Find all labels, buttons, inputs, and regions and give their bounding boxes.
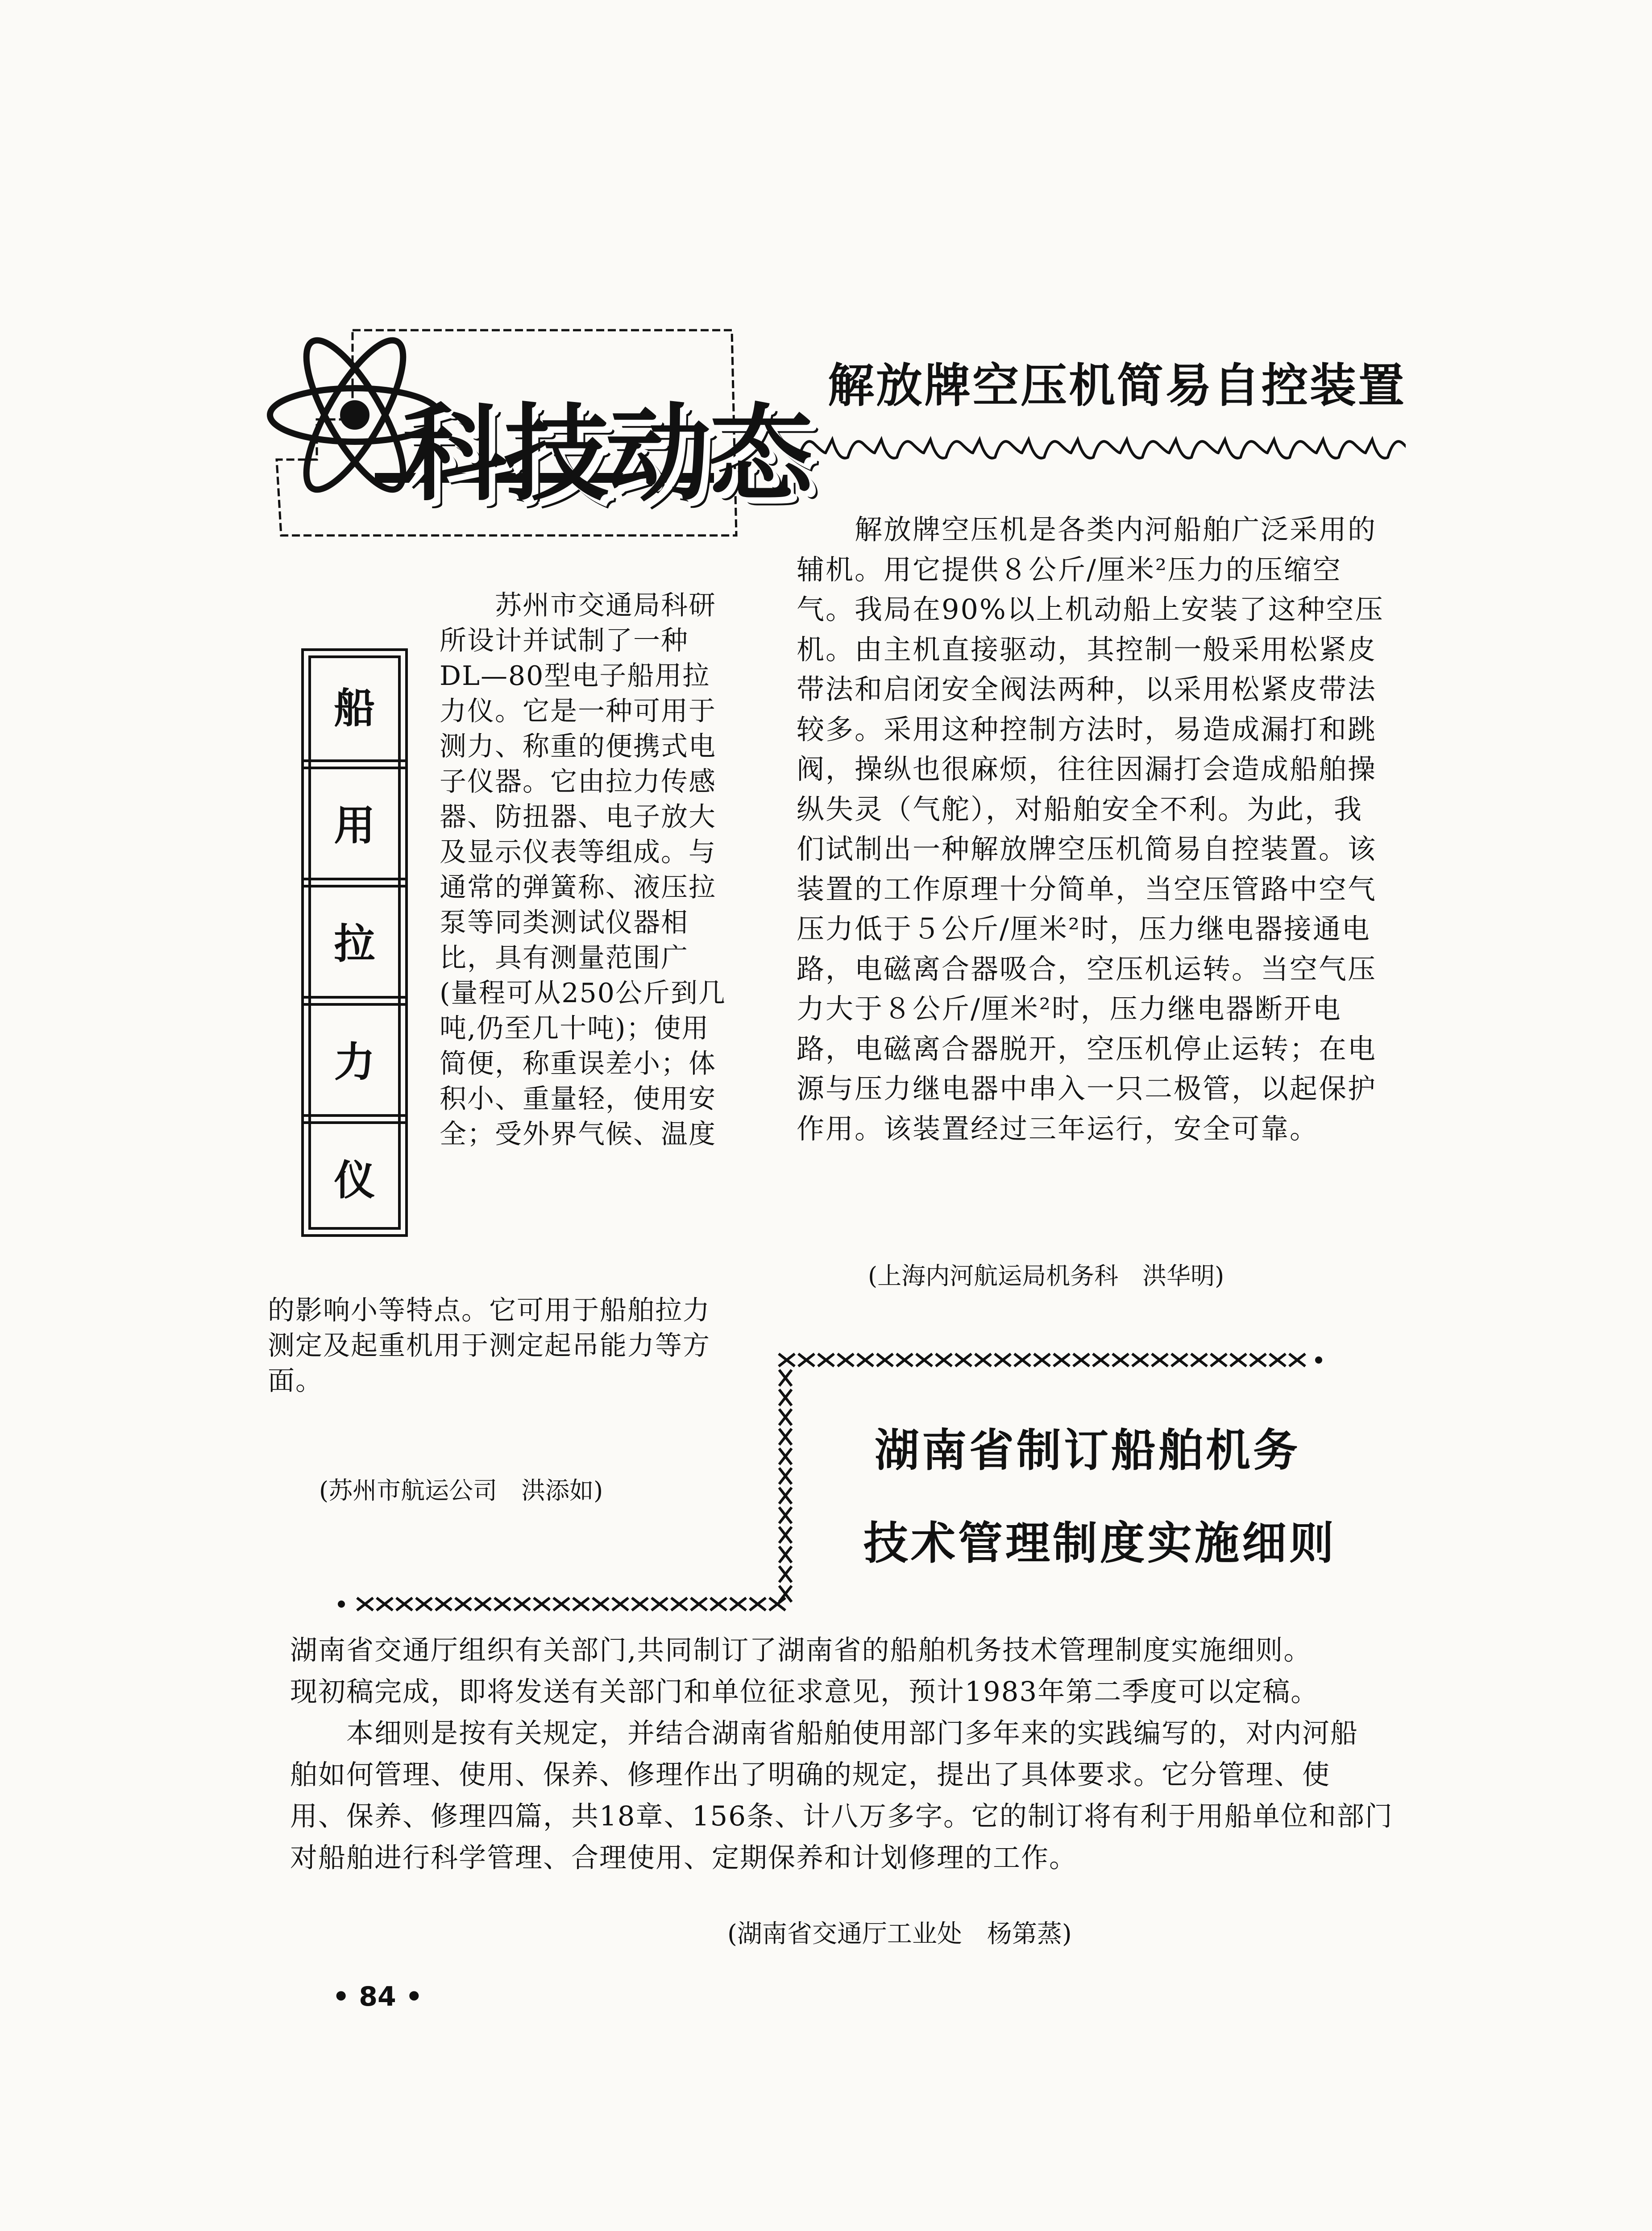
text-line: 力仪。它是一种可用于: [440, 696, 716, 727]
box-title-line-2: 技术管理制度实施细则: [863, 1517, 1337, 1569]
text-line: 较多。采用这种控制方法时，易造成漏打和跳: [797, 713, 1377, 746]
text-line: DL—80型电子船用拉: [440, 660, 710, 692]
text-line: 阀，操纵也很麻烦，往往因漏打会造成船舶操: [797, 753, 1377, 785]
text-line: 泵等同类测试仪器相: [440, 907, 689, 938]
text-line: 及显示仪表等组成。与: [440, 837, 716, 868]
text-line: 作用。该装置经过三年运行，安全可靠。: [797, 1112, 1319, 1145]
text-line: 装置的工作原理十分简单，当空压管路中空气: [797, 872, 1377, 905]
text-line: 吨,仍至几十吨)；使用: [440, 1013, 710, 1044]
left-title-char-3: 拉: [334, 920, 375, 968]
text-line: 纵失灵（气舵），对船舶安全不利。为此，我: [797, 792, 1363, 825]
section-title: 科技动态: [402, 394, 810, 515]
text-line: 现初稿完成，即将发送有关部门和单位征求意见，预计1983年第二季度可以定稿。: [290, 1676, 1319, 1708]
text-line: 的影响小等特点。它可用于船舶拉力: [268, 1295, 710, 1326]
text-line: 通常的弹簧称、液压拉: [440, 872, 716, 903]
text-line: 压力低于５公斤/厘米²时，压力继电器接通电: [797, 912, 1371, 945]
left-title-char-2: 用: [334, 802, 375, 850]
text-line: 本细则是按有关规定，并结合湖南省船舶使用部门多年来的实践编写的，对内河船: [290, 1717, 1359, 1749]
text-line: 路，电磁离合器脱开，空压机停止运转；在电: [797, 1032, 1377, 1065]
bottom-article-body: [290, 1630, 1392, 1879]
left-article-body-bottom: [268, 1293, 759, 1399]
text-line: 对船舶进行科学管理、合理使用、定期保养和计划修理的工作。: [290, 1842, 1078, 1874]
text-line: 全；受外界气候、温度: [440, 1119, 716, 1150]
page-number: • 84 •: [332, 1981, 423, 2012]
right-article-title: 解放牌空压机简易自控装置: [828, 358, 1407, 413]
text-line: 用、保养、修理四篇，共18章、156条、计八万多字。它的制订将有利于用船单位和部门: [290, 1800, 1394, 1832]
left-title-char-5: 仪: [334, 1157, 375, 1204]
wave-ornament-icon: [794, 426, 1406, 466]
text-line: 苏州市交通局科研: [440, 590, 716, 621]
bottom-article-credit: (湖南省交通厅工业处 杨第蒸): [727, 1920, 1072, 1949]
text-line: 机。由主机直接驱动，其控制一般采用松紧皮: [797, 633, 1377, 666]
text-line: 器、防扭器、电子放大: [440, 801, 716, 833]
text-line: 舶如何管理、使用、保养、修理作出了明确的规定，提出了具体要求。它分管理、使: [290, 1759, 1331, 1791]
text-line: 力大于８公斤/厘米²时，压力继电器断开电: [797, 992, 1342, 1025]
text-line: 源与压力继电器中串入一只二极管，以起保护: [797, 1072, 1377, 1105]
right-article-body: [797, 510, 1395, 1149]
text-line: 解放牌空压机是各类内河船舶广泛采用的: [797, 513, 1377, 546]
text-line: 简便，称重误差小；体: [440, 1048, 716, 1079]
text-line: 子仪器。它由拉力传感: [440, 766, 716, 797]
text-line: (量程可从250公斤到几: [440, 978, 726, 1009]
text-line: 比，具有测量范围广: [440, 942, 689, 974]
text-line: 测定及起重机用于测定起吊能力等方: [268, 1330, 710, 1361]
left-title-char-4: 力: [334, 1038, 375, 1086]
left-article-credit: (苏州市航运公司 洪添如): [319, 1476, 603, 1505]
text-line: 气。我局在90%以上机动船上安装了这种空压: [797, 593, 1384, 626]
box-title-line-1: 湖南省制订船舶机务: [875, 1424, 1300, 1476]
text-line: 积小、重量轻，使用安: [440, 1083, 716, 1115]
text-line: 湖南省交通厅组织有关部门,共同制订了湖南省的船舶机务技术管理制度实施细则。: [290, 1634, 1312, 1666]
text-line: 带法和启闭安全阀法两种，以采用松紧皮带法: [797, 673, 1377, 705]
left-article-title-box: [300, 647, 409, 1238]
text-line: 所设计并试制了一种: [440, 625, 689, 656]
text-line: 面。: [268, 1365, 323, 1397]
text-line: 们试制出一种解放牌空压机简易自控装置。该: [797, 833, 1377, 865]
text-line: 路，电磁离合器吸合，空压机运转。当空气压: [797, 952, 1377, 985]
right-article-credit: (上海内河航运局机务科 洪华明): [868, 1262, 1224, 1290]
left-title-char-1: 船: [334, 684, 375, 732]
text-line: 辅机。用它提供８公斤/厘米²压力的压缩空: [797, 553, 1342, 586]
text-line: 测力、称重的便携式电: [440, 731, 716, 762]
left-article-body-top: [440, 588, 752, 1152]
